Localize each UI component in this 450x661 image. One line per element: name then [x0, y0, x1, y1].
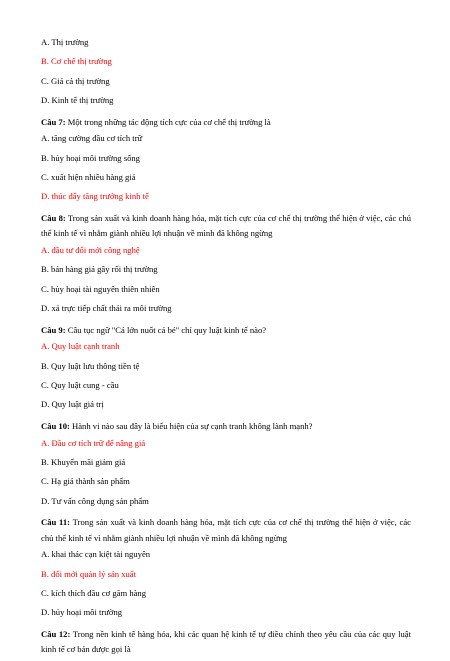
question-stem: Trong sản xuất và kinh doanh hàng hóa, mặt tích cực của cơ chế thị trường thể hiện ở việc, các chủ thể kinh tế vì nhằm giành nhiều lợi nhuận về mình đã không ngừng	[41, 212, 411, 239]
question-number: Câu 10:	[41, 420, 70, 431]
answer-option: B. hủy hoại môi trường sống	[41, 152, 140, 163]
quiz-document	[41, 37, 411, 661]
question-number: Câu 11:	[41, 517, 71, 528]
question-number: Câu 8:	[41, 212, 66, 223]
question-stem: Trong sản xuất và kinh doanh hàng hóa, mặt tích cực của cơ chế thị trường thể hiện ở việc, các chủ thể kinh tế vì nhằm giành nhiều lợi nhuận về mình đã không ngừng	[41, 517, 411, 543]
question-text	[41, 419, 411, 435]
answer-option: D. Quy luật giá trị	[41, 399, 104, 410]
question-text	[41, 323, 411, 339]
question-stem: Câu tục ngữ "Cá lớn nuốt cá bé" chỉ quy luật kinh tế nào?	[65, 324, 267, 335]
answer-option-correct: A. Đầu cơ tích trữ để nâng giá	[41, 437, 146, 448]
question-stem: Một trong những tác động tích cực của cơ chế thị trường là	[65, 116, 271, 127]
answer-option-correct: B. đổi mới quản lý sản xuất	[41, 568, 137, 579]
answer-option: D. xả trực tiếp chất thải ra môi trường	[41, 303, 172, 314]
answer-option: A. khai thác cạn kiệt tài nguyên	[41, 549, 151, 560]
answer-option: D. Kinh tế thị trường	[41, 95, 114, 106]
answer-option: C. kích thích đầu cơ găm hàng	[41, 588, 147, 599]
answer-option-correct: A. đầu tư đổi mới công nghệ	[41, 245, 140, 255]
question-number: Câu 12:	[41, 628, 71, 639]
answer-option: C. xuất hiện nhiều hàng giả	[41, 172, 136, 183]
answer-option: D. Tư vấn công dụng sản phẩm	[41, 495, 149, 506]
answer-option: C. hủy hoại tài nguyên thiên nhiên	[41, 283, 160, 294]
question-text	[41, 627, 411, 658]
question-stem: Hành vi nào sau đây là biểu hiện của sự cạnh tranh không lành mạnh?	[69, 420, 313, 431]
answer-option: B. Quy luật lưu thông tiền tệ	[41, 360, 140, 371]
answer-option: A. Thị trường	[41, 37, 89, 47]
answer-option: B. Khuyến mãi giảm giá	[41, 456, 126, 467]
answer-option-correct: D. thúc đẩy tăng trưởng kinh tế	[41, 191, 149, 202]
answer-option: D. hủy hoại môi trường	[41, 607, 123, 618]
question-stem: Trong nền kinh tế hàng hóa, khi các quan hệ kinh tế tự điều chỉnh theo yêu cầu của các quy luật kinh tế cơ bản được gọi là	[41, 628, 412, 655]
answer-option: A. tăng cường đầu cơ tích trữ	[41, 133, 143, 144]
answer-option: C. Giá cả thị trường	[41, 75, 110, 86]
question-text	[41, 211, 411, 242]
answer-option: B. bán hàng giả gây rối thị trường	[41, 264, 158, 275]
question-number: Câu 9:	[41, 324, 66, 335]
answer-option-correct: A. Quy luật cạnh tranh	[41, 341, 120, 352]
answer-option-correct: B. Cơ chế thị trường	[41, 56, 112, 67]
question-number: Câu 7:	[41, 116, 66, 127]
answer-option: C. Quy luật cung - cầu	[41, 380, 119, 391]
question-text	[41, 115, 411, 131]
answer-option: C. Hạ giá thành sản phẩm	[41, 476, 130, 487]
question-text	[41, 515, 411, 546]
